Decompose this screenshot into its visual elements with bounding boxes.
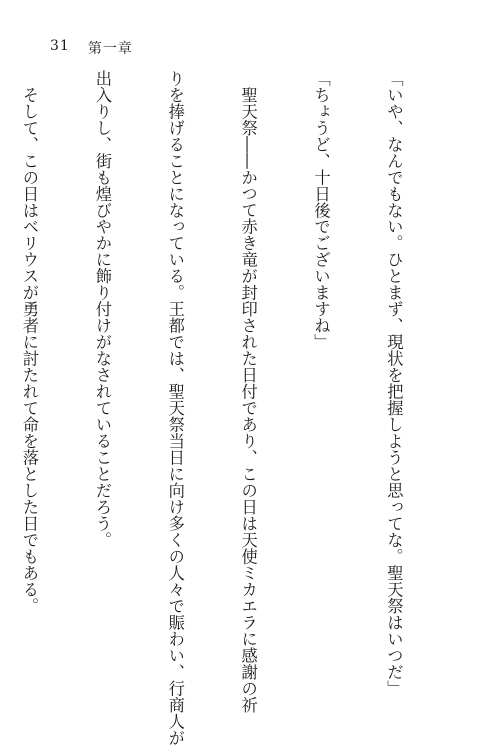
running-header xyxy=(50,38,133,58)
text-line: 「いや、なんでもない。ひとまず、現状を把握しようと思ってな。聖天祭はいつだ」 xyxy=(384,70,404,697)
text-line: 出入りし、街も煌びやかに飾り付けがなされていることだろう。 xyxy=(92,70,112,549)
text-line: 聖天祭――かつて赤き竜が封印された日付であり、この日は天使ミカエラに感謝の祈 xyxy=(238,70,258,714)
text-line: りを捧げることになっている。王都では、聖天祭当日に向け多くの人々で賑わい、行商人が xyxy=(165,70,185,746)
text-line: そして、この日はベリウスが勇者に討たれて命を落とした日でもある。 xyxy=(19,70,39,615)
body-text xyxy=(0,70,454,746)
text-line: 「ちょうど、十日後でございますね」 xyxy=(311,70,331,351)
chapter-title: 第一章 xyxy=(87,41,133,57)
page-number: 31 xyxy=(50,38,70,54)
